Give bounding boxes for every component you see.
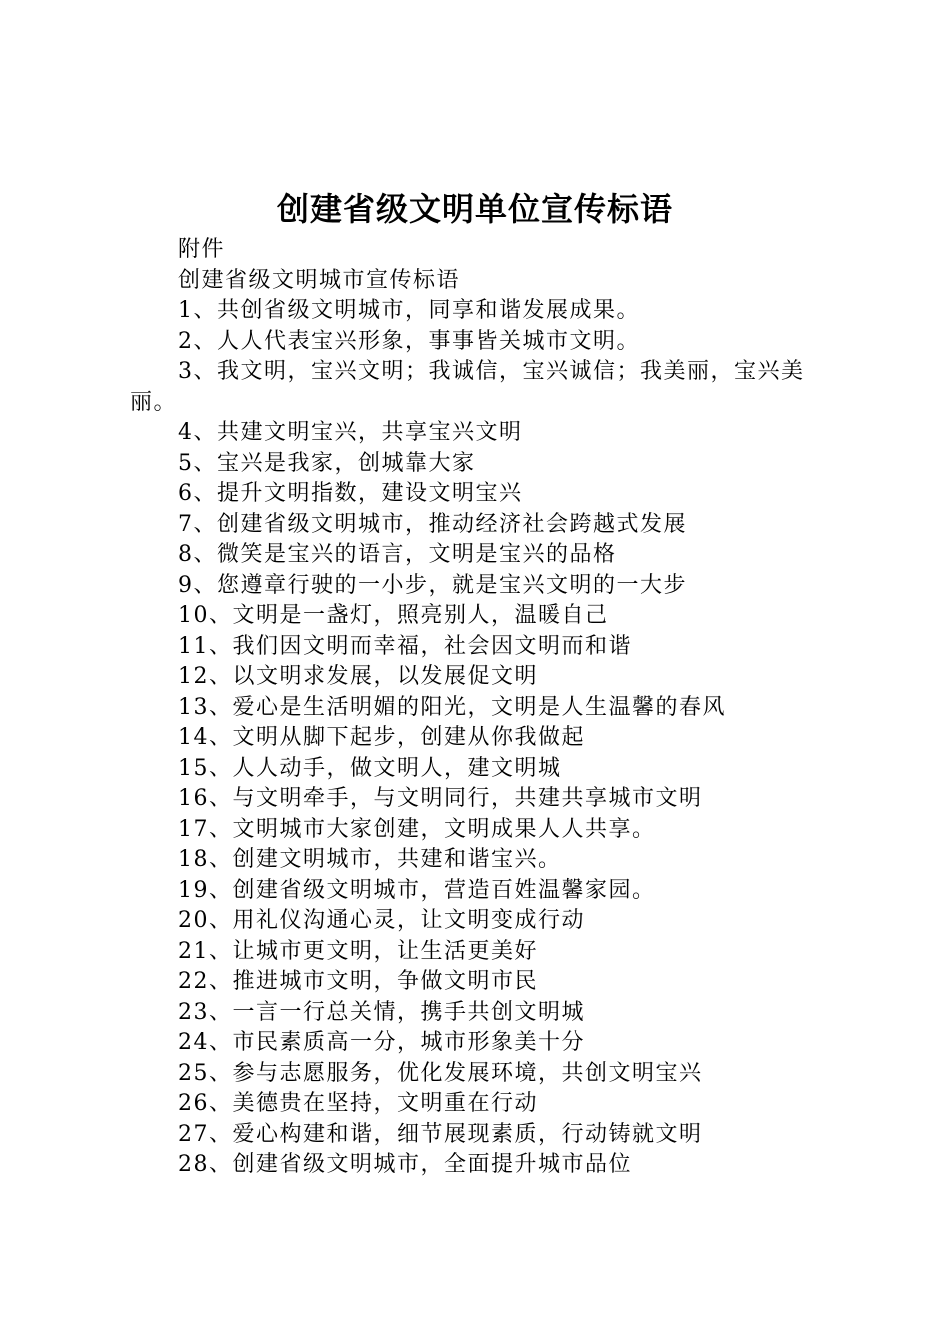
slogan-item: 4、共建文明宝兴，共享宝兴文明	[178, 420, 523, 445]
slogan-item: 12、以文明求发展，以发展促文明	[178, 664, 538, 689]
slogan-item: 20、用礼仪沟通心灵，让文明变成行动	[178, 908, 585, 933]
slogan-item: 23、一言一行总关情，携手共创文明城	[178, 999, 585, 1025]
slogan-item: 10、文明是一盏灯，照亮别人，温暖自己	[178, 603, 609, 628]
slogan-item: 11、我们因文明而幸福，社会因文明而和谐	[178, 633, 632, 659]
slogan-item: 26、美德贵在坚持，文明重在行动	[178, 1091, 538, 1116]
slogan-item: 1、共创省级文明城市，同享和谐发展成果。	[178, 298, 640, 323]
slogan-item: 25、参与志愿服务，优化发展环境，共创文明宝兴	[178, 1060, 703, 1086]
document-title: 创建省级文明单位宣传标语	[276, 190, 673, 228]
document-body	[130, 235, 830, 1181]
slogan-item: 5、宝兴是我家，创城靠大家	[178, 450, 476, 476]
slogan-item: 3、我文明，宝兴文明；我诚信，宝兴诚信；我美丽，宝兴美丽。	[130, 359, 805, 415]
slogan-item: 14、文明从脚下起步，创建从你我做起	[178, 725, 585, 750]
slogan-item: 13、爱心是生活明媚的阳光，文明是人生温馨的春风	[178, 694, 726, 720]
slogan-item: 6、提升文明指数，建设文明宝兴	[178, 481, 523, 506]
document-subtitle: 创建省级文明城市宣传标语	[178, 267, 461, 293]
slogan-item: 21、让城市更文明，让生活更美好	[178, 938, 538, 964]
slogan-item: 22、推进城市文明，争做文明市民	[178, 969, 538, 994]
slogan-item: 15、人人动手，做文明人，建文明城	[178, 755, 562, 781]
slogan-item: 24、市民素质高一分，城市形象美十分	[178, 1030, 585, 1055]
slogan-item: 17、文明城市大家创建，文明成果人人共享。	[178, 816, 656, 842]
slogan-list	[130, 296, 830, 1181]
slogan-item: 7、创建省级文明城市，推动经济社会跨越式发展	[178, 511, 687, 537]
slogan-item: 9、您遵章行驶的一小步，就是宝兴文明的一大步	[178, 572, 687, 598]
slogan-item: 27、爱心构建和谐，细节展现素质，行动铸就文明	[178, 1121, 703, 1147]
attachment-label: 附件	[178, 237, 226, 262]
slogan-item: 8、微笑是宝兴的语言，文明是宝兴的品格	[178, 542, 617, 567]
slogan-item: 16、与文明牵手，与文明同行，共建共享城市文明	[178, 786, 703, 811]
slogan-item: 19、创建省级文明城市，营造百姓温馨家园。	[178, 877, 656, 903]
slogan-item: 18、创建文明城市，共建和谐宝兴。	[178, 847, 562, 872]
slogan-item: 28、创建省级文明城市，全面提升城市品位	[178, 1152, 632, 1177]
slogan-item: 2、人人代表宝兴形象，事事皆关城市文明。	[178, 328, 640, 354]
